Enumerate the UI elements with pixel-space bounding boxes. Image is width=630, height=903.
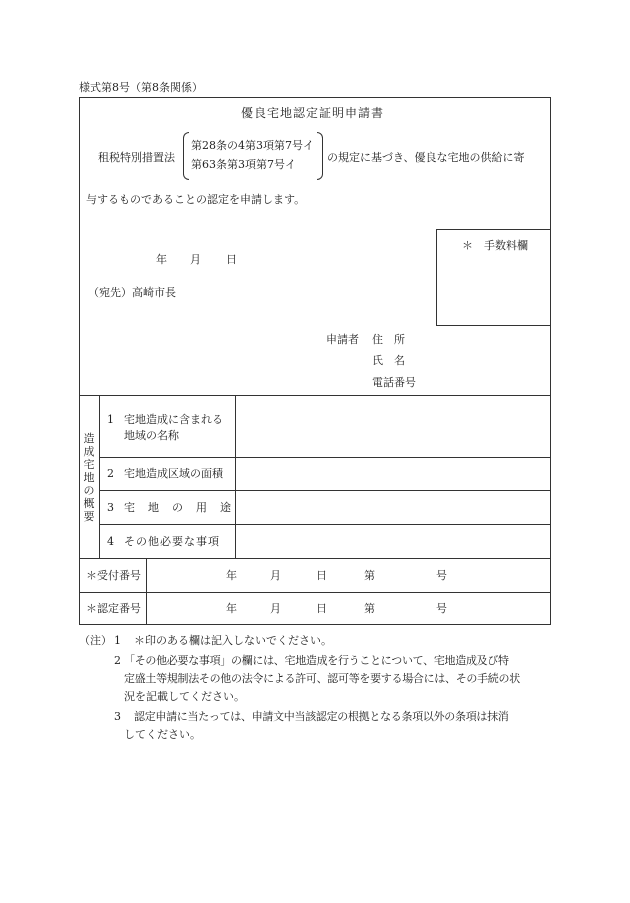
- overview-row-1-num: 1: [107, 413, 114, 426]
- applicant-label: 申請者: [326, 333, 359, 346]
- law-name: 租税特別措置法: [98, 151, 175, 164]
- applicant-phone-label: 電話番号: [372, 376, 416, 389]
- divider-receipt-bottom: [79, 592, 551, 593]
- certification-dai: 第: [364, 602, 375, 615]
- receipt-month: 月: [270, 569, 281, 582]
- form-number: 様式第8号（第8条関係）: [79, 81, 203, 94]
- overview-row-1-label-2: 地域の名称: [124, 429, 179, 442]
- notes-heading: （注）: [79, 634, 112, 647]
- certification-month: 月: [270, 602, 281, 615]
- note-3-num: 3: [114, 710, 121, 723]
- receipt-year: 年: [226, 569, 237, 582]
- left-bracket: [183, 132, 189, 180]
- intro-line-2: 与するものであることの認定を申請します。: [86, 193, 306, 206]
- note-1-num: 1: [114, 634, 121, 647]
- date-year: 年: [156, 253, 167, 266]
- receipt-label: ＊受付番号: [86, 569, 141, 582]
- date-month: 月: [190, 253, 201, 266]
- clause-1: 第28条の4第3項第7号イ: [191, 139, 314, 152]
- right-bracket: [317, 132, 323, 180]
- overview-row-2-num: 2: [107, 467, 114, 480]
- clause-2: 第63条第3項第7号イ: [191, 158, 296, 171]
- addressee: （宛先）高崎市長: [88, 286, 176, 299]
- overview-row-3-label: 宅 地 の 用 途: [124, 501, 232, 514]
- overview-row-3-num: 3: [107, 501, 114, 514]
- receipt-day: 日: [316, 569, 327, 582]
- overview-row-4-value[interactable]: [236, 525, 550, 557]
- divider-overview-label: [99, 395, 100, 558]
- date-day: 日: [226, 253, 237, 266]
- overview-row-1-label: 宅地造成に含まれる: [124, 413, 223, 426]
- certification-label: ＊認定番号: [86, 602, 141, 615]
- note-2-text-2: 定盛土等規制法その他の法令による許可、認可等を要する場合には、その手続の状: [124, 672, 520, 685]
- note-3-text-2: してください。: [124, 728, 201, 741]
- certification-day: 日: [316, 602, 327, 615]
- receipt-dai: 第: [364, 569, 375, 582]
- note-1-text: ＊印のある欄は記入しないでください。: [134, 634, 332, 647]
- overview-row-2-value[interactable]: [236, 458, 550, 489]
- certification-go: 号: [436, 602, 447, 615]
- receipt-go: 号: [436, 569, 447, 582]
- overview-row-3-value[interactable]: [236, 491, 550, 523]
- certification-year: 年: [226, 602, 237, 615]
- overview-row-2-label: 宅地造成区域の面積: [124, 467, 223, 480]
- divider-number-label: [146, 558, 147, 625]
- overview-section-label: 造成宅地の概要: [83, 432, 95, 523]
- divider-overview-bottom: [79, 558, 551, 559]
- overview-row-4-num: 4: [107, 535, 114, 548]
- intro-text-after: の規定に基づき、優良な宅地の供給に寄: [327, 151, 525, 164]
- applicant-address-label: 住 所: [372, 333, 405, 346]
- note-2-text: 「その他必要な事項」の欄には、宅地造成を行うことについて、宅地造成及び特: [124, 654, 509, 667]
- form-title: 優良宅地認定証明申請書: [241, 106, 385, 120]
- applicant-name-label: 氏 名: [372, 354, 405, 367]
- note-2-text-3: 況を記載してください。: [124, 690, 245, 703]
- fee-box-label: ＊ 手数料欄: [462, 239, 528, 252]
- note-2-num: 2: [114, 654, 121, 667]
- overview-row-1-value[interactable]: [236, 396, 550, 456]
- note-3-text: 認定申請に当たっては、申請文中当該認定の根拠となる条項以外の条項は抹消: [134, 710, 509, 723]
- overview-row-4-label: その他必要な事項: [124, 535, 220, 548]
